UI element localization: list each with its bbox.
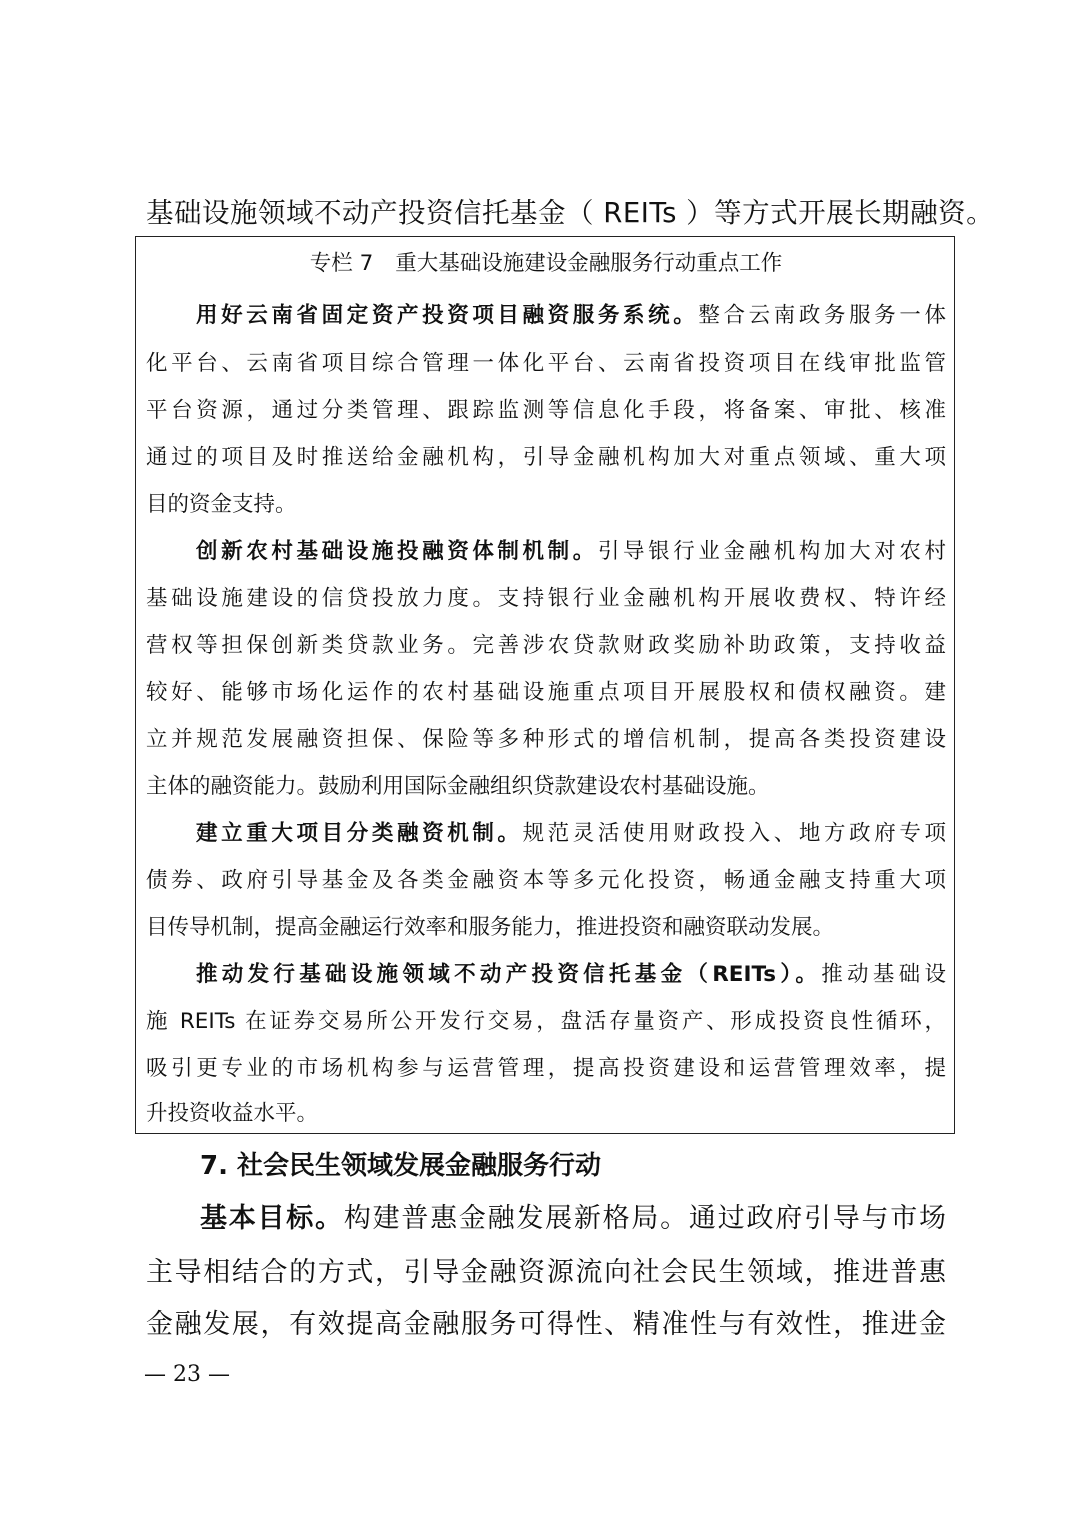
box-p4-line-2: 施 REITs 在证券交易所公开发行交易，盘活存量资产、形成投资良性循环，	[146, 1009, 946, 1034]
box-p1-line-2: 化平台、云南省项目综合管理一体化平台、云南省投资项目在线审批监管	[146, 351, 946, 376]
box-p1-line-3: 平台资源，通过分类管理、跟踪监测等信息化手段，将备案、审批、核准	[146, 398, 946, 423]
box-p1-bold: 用好云南省固定资产投资项目融资服务系统。	[196, 303, 699, 328]
section-heading: 7. 社会民生领域发展金融服务行动	[200, 1151, 602, 1181]
box-p1-line-4: 通过的项目及时推送给金融机构，引导金融机构加大对重点领域、重大项	[146, 445, 946, 470]
box-p2-bold: 创新农村基础设施投融资体制机制。	[196, 539, 598, 564]
body-bold: 基本目标。	[200, 1203, 344, 1234]
box-p2-line-3: 营权等担保创新类贷款业务。完善涉农贷款财政奖励补助政策，支持收益	[146, 633, 946, 658]
box-p3-line-2: 债券、政府引导基金及各类金融资本等多元化投资，畅通金融支持重大项	[146, 868, 946, 893]
box-title	[136, 253, 956, 275]
box-p2-line-4: 较好、能够市场化运作的农村基础设施重点项目开展股权和债权融资。建	[146, 680, 946, 705]
body-line-1: 基本目标。构建普惠金融发展新格局。通过政府引导与市场	[200, 1203, 947, 1234]
box-p4-line-1: 推动发行基础设施领域不动产投资信托基金（REITs）。推动基础设	[196, 962, 946, 987]
page-number: — 23 —	[144, 1362, 230, 1387]
special-column-box	[135, 236, 955, 1134]
box-p2-line-2: 基础设施建设的信贷投放力度。支持银行业金融机构开展收费权、特许经	[146, 586, 946, 611]
box-p2-line-5: 立并规范发展融资担保、保险等多种形式的增信机制，提高各类投资建设	[146, 727, 946, 752]
box-p4-bold: 推动发行基础设施领域不动产投资信托基金（REITs）。	[196, 962, 822, 987]
box-p4-line-4: 升投资收益水平。	[146, 1101, 319, 1126]
box-title-text: 重大基础设施建设金融服务行动重点工作	[395, 251, 783, 276]
box-p1-line-1: 用好云南省固定资产投资项目融资服务系统。整合云南政务服务一体	[196, 303, 946, 328]
box-p2-line-6: 主体的融资能力。鼓励利用国际金融组织贷款建设农村基础设施。	[146, 774, 770, 799]
box-p3-line-3: 目传导机制，提高金融运行效率和服务能力，推进投资和融资联动发展。	[146, 915, 835, 940]
box-p3-line-1: 建立重大项目分类融资机制。规范灵活使用财政投入、地方政府专项	[196, 821, 946, 846]
box-p4-line-3: 吸引更专业的市场机构参与运营管理，提高投资建设和运营管理效率，提	[146, 1056, 946, 1081]
body-line-3: 金融发展，有效提高金融服务可得性、精准性与有效性，推进金	[146, 1309, 946, 1340]
box-p2-line-1: 创新农村基础设施投融资体制机制。引导银行业金融机构加大对农村	[196, 539, 946, 564]
body-line-2: 主导相结合的方式，引导金融资源流向社会民生领域，推进普惠	[146, 1257, 946, 1288]
box-p3-bold: 建立重大项目分类融资机制。	[196, 821, 523, 846]
box-p1-line-5: 目的资金支持。	[146, 492, 297, 517]
box-title-label: 专栏 7	[309, 251, 374, 276]
intro-line: 基础设施领域不动产投资信托基金（ REITs ）等方式开展长期融资。	[146, 197, 995, 229]
